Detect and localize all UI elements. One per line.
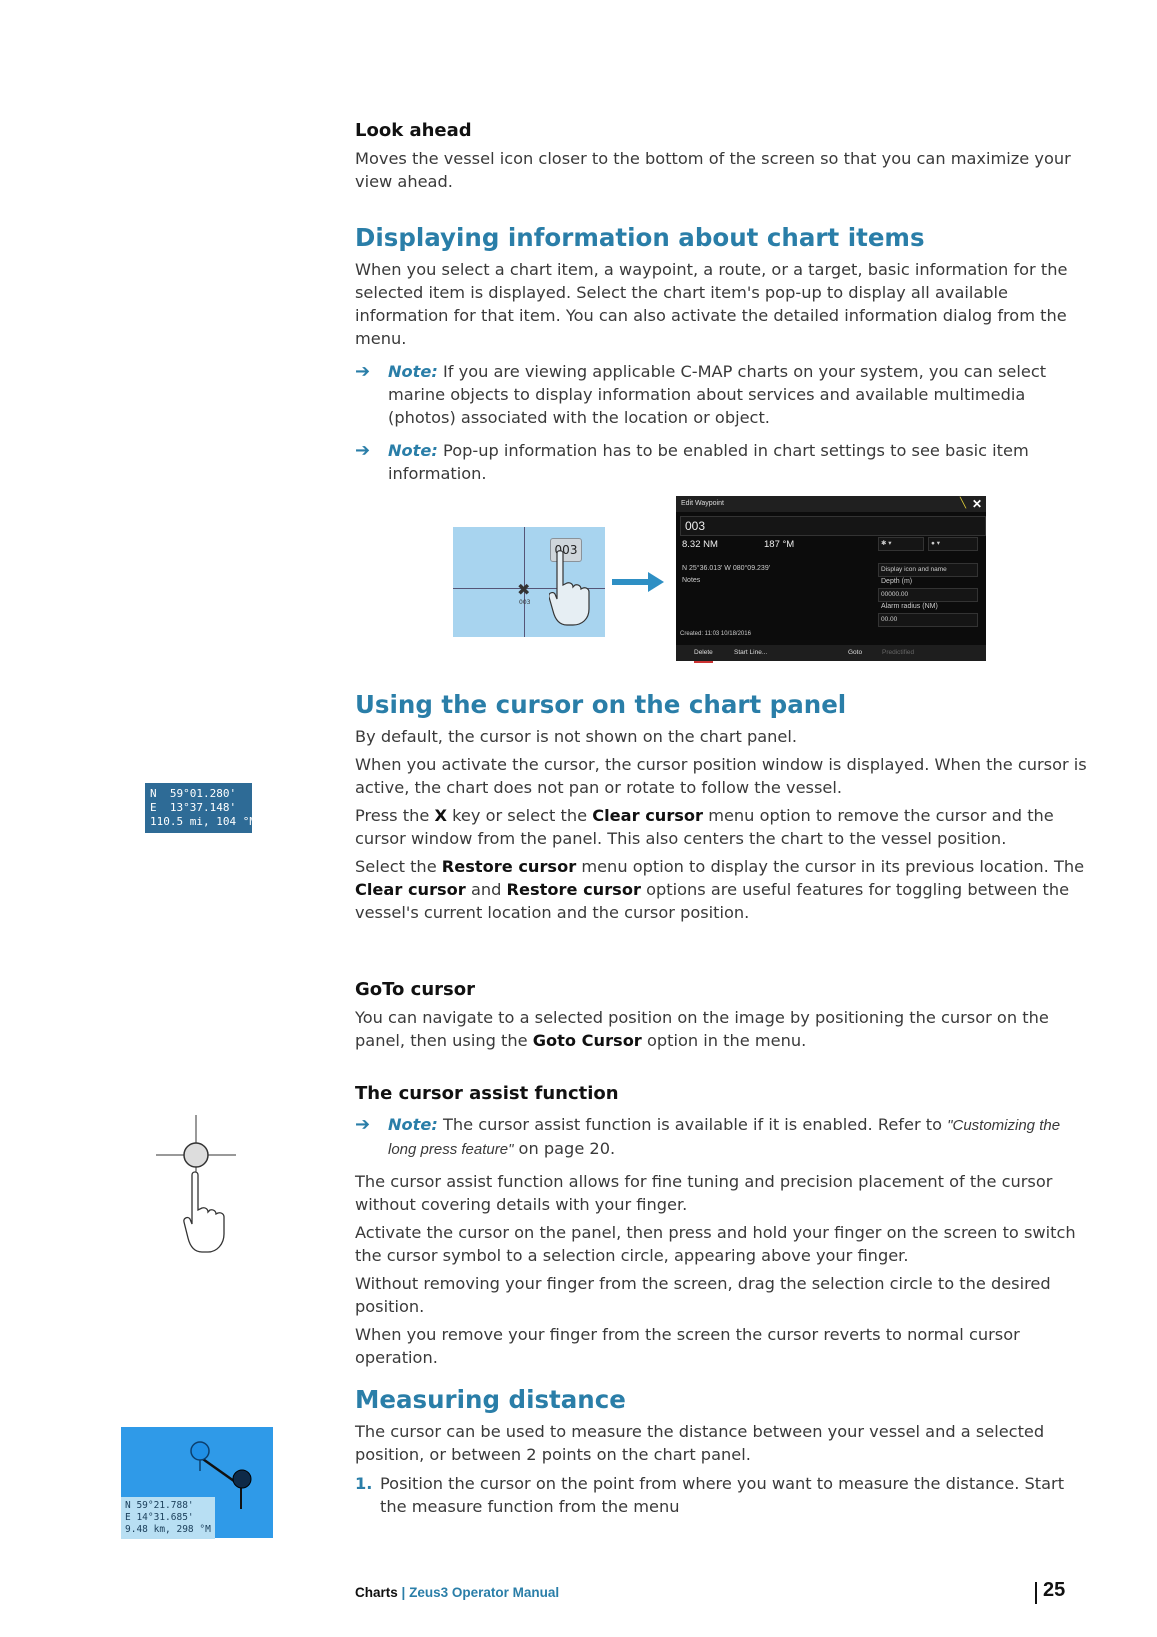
measuring-section [355, 1385, 1090, 1518]
goto-cursor-body [355, 1006, 1090, 1052]
key-x: X [434, 806, 447, 825]
cursor-assist-finger-icon [156, 1110, 242, 1260]
edit-waypoint-dialog [676, 496, 986, 661]
depth-field[interactable]: 00000.00 [878, 588, 978, 602]
cursor-assist-section [355, 1083, 1090, 1369]
cursor-position-window: N 59°01.280' E 13°37.148' 110.5 mi, 104 °M [145, 783, 252, 833]
menu-option: Restore cursor [506, 880, 641, 899]
text: menu option to display the cursor in its previous location. The [576, 857, 1085, 876]
cursor-assist-p4: When you remove your finger from the screen the cursor reverts to normal cursor operation. [355, 1325, 1020, 1367]
alarm-field[interactable]: 00.00 [878, 613, 978, 627]
look-ahead-body: Moves the vessel icon closer to the bottom of the screen so that you can maximize your view ahead. [355, 149, 1071, 191]
note-text: on page 20. [513, 1139, 616, 1158]
text: and [465, 880, 507, 899]
display-info-note-1 [355, 360, 1090, 429]
waypoint-label: 003 [519, 599, 531, 606]
note-arrow-icon: ➔ [355, 361, 371, 382]
cursor-assist-heading: The cursor assist function [355, 1083, 619, 1104]
delete-button[interactable]: Delete [694, 645, 713, 663]
step-text: Position the cursor on the point from where you want to measure the distance. Start the measure function from the menu [380, 1474, 1065, 1516]
note-label: Note: [388, 441, 438, 460]
display-info-note-2 [355, 439, 1090, 485]
start-line-button[interactable]: Start Line... [734, 649, 768, 656]
footer-manual-title: Zeus3 Operator Manual [409, 1585, 560, 1600]
note-text: If you are viewing applicable C-MAP charts on your system, you can select marine objects to display information about services and available multimedia (photos) associated with the location or object. [388, 362, 1047, 427]
display-info-section [355, 223, 1090, 485]
cursor-panel-p1: By default, the cursor is not shown on the chart panel. [355, 727, 798, 746]
measuring-heading: Measuring distance [355, 1385, 626, 1414]
menu-option: Clear cursor [592, 806, 704, 825]
menu-option: Clear cursor [355, 880, 466, 899]
note-label: Note: [388, 362, 438, 381]
note-arrow-icon: ➔ [355, 1114, 371, 1135]
text: key or select the [446, 806, 593, 825]
alarm-label: Alarm radius (NM) [881, 603, 938, 610]
predictified-button[interactable]: Predictified [882, 649, 915, 656]
page-reference-link[interactable]: "Customizing the long press feature" [388, 1117, 1061, 1158]
cursor-panel-p3 [355, 804, 1090, 850]
display-icon-select[interactable]: Display icon and name [878, 563, 978, 577]
page-footer [355, 1585, 559, 1600]
measure-chart-illustration [121, 1427, 273, 1538]
display-info-heading: Displaying information about chart items [355, 223, 925, 252]
color-select[interactable]: ● ▾ [928, 537, 978, 551]
dialog-titlebar [676, 496, 986, 512]
look-ahead-heading: Look ahead [355, 120, 472, 141]
created-timestamp: Created: 11:03 10/18/2016 [680, 631, 751, 637]
step-number: 1. [355, 1474, 373, 1493]
chart-tap-illustration [453, 527, 605, 637]
text: You can navigate to a selected position on the image by positioning the cursor on the panel, then using the [355, 1008, 1049, 1050]
goto-cursor-heading: GoTo cursor [355, 979, 475, 1000]
cursor-assist-p3: Without removing your finger from the screen, drag the selection circle to the desired position. [355, 1274, 1051, 1316]
text: option in the menu. [641, 1031, 807, 1050]
cursor-panel-section [355, 690, 1090, 924]
cursor-panel-p4 [355, 855, 1090, 924]
depth-label: Depth (m) [881, 578, 913, 585]
text: Press the [355, 806, 435, 825]
distance-value: 8.32 NM [682, 539, 718, 550]
finger-tap-icon [549, 549, 595, 627]
note-text: The cursor assist function is available if it is enabled. Refer to [437, 1115, 948, 1134]
cursor-assist-note [355, 1113, 1090, 1161]
footer-separator: | [401, 1585, 406, 1600]
cursor-assist-p2: Activate the cursor on the panel, then press and hold your finger on the screen to switch the cursor symbol to a selection circle, appearing above your finger. [355, 1223, 1076, 1265]
text: options are useful features for toggling between the vessel's current location and the cursor position. [355, 880, 1070, 922]
look-ahead-section [355, 120, 1090, 193]
dialog-button-bar [676, 645, 986, 661]
page-number: 25 [1043, 1579, 1066, 1601]
page-number-divider [1035, 1582, 1037, 1604]
bearing-value: 187 °M [764, 539, 795, 550]
edit-icon[interactable]: ╲ [959, 498, 966, 509]
goto-cursor-section [355, 979, 1090, 1052]
notes-label: Notes [682, 577, 701, 584]
footer-section: Charts [355, 1585, 398, 1600]
menu-option: Restore cursor [441, 857, 577, 876]
display-info-body: When you select a chart item, a waypoint, a route, or a target, basic information for the selected item is displayed. Select the chart item's pop-up to display all available information for that item. You can also activate the detailed information dialog from the menu. [355, 260, 1068, 348]
menu-option: Goto Cursor [532, 1031, 642, 1050]
cursor-panel-heading: Using the cursor on the chart panel [355, 690, 847, 719]
cursor-panel-p2: When you activate the cursor, the cursor position window is displayed. When the cursor is active, the chart does not pan or rotate to follow the vessel. [355, 755, 1087, 797]
icon-select[interactable]: ✱ ▾ [878, 537, 924, 551]
note-arrow-icon: ➔ [355, 440, 371, 461]
note-text: Pop-up information has to be enabled in chart settings to see basic item information. [388, 441, 1029, 483]
note-label: Note: [388, 1115, 438, 1134]
close-icon[interactable]: ✕ [971, 497, 982, 511]
position-value[interactable]: N 25°36.013' W 080°09.239' [682, 565, 771, 572]
measure-position-window: N 59°21.788' E 14°31.685' 9.48 km, 298 °M [121, 1497, 215, 1539]
text: Select the [355, 857, 442, 876]
text: menu option to remove the cursor and the cursor window from the panel. This also centers the chart to the vessel position. [355, 806, 1054, 848]
waypoint-icon: ✖ [517, 580, 531, 599]
cursor-assist-p1: The cursor assist function allows for fine tuning and precision placement of the cursor without covering details with your finger. [355, 1172, 1053, 1214]
goto-button[interactable]: Goto [848, 649, 863, 656]
arrow-right-icon [612, 572, 664, 592]
dialog-title: Edit Waypoint [681, 500, 724, 507]
waypoint-popup[interactable]: 003 [550, 538, 582, 562]
waypoint-name-field[interactable]: 003 [680, 516, 986, 536]
measuring-step-1 [355, 1472, 1090, 1518]
measuring-body: The cursor can be used to measure the distance between your vessel and a selected position, or between 2 points on the chart panel. [355, 1422, 1045, 1464]
